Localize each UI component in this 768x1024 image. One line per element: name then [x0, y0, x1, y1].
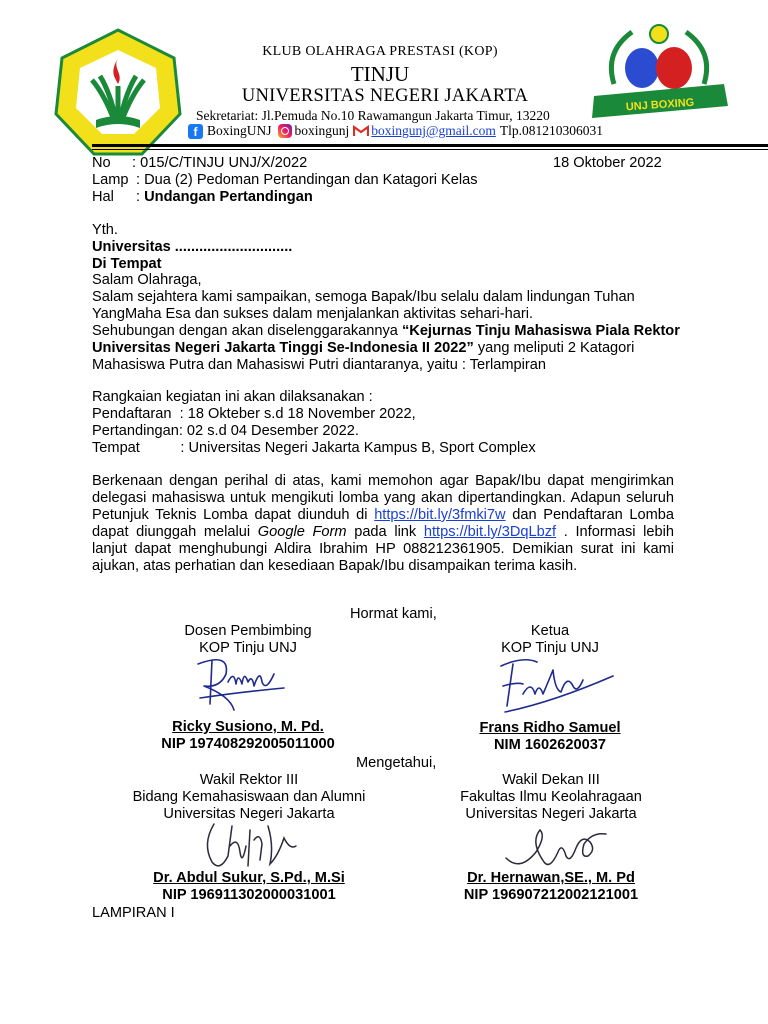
closing-hormat: Hormat kami,	[350, 606, 437, 622]
signer4-id: NIP 196907212002121001	[463, 887, 639, 903]
letter-date: 18 Oktober 2022	[553, 155, 662, 171]
signature-1	[190, 652, 290, 719]
signer2-role2: KOP Tinju UNJ	[501, 640, 599, 656]
email-link[interactable]: boxingunj@gmail.com	[371, 123, 496, 138]
meta-lamp-value: : Dua (2) Pedoman Pertandingan dan Katagori Kelas	[136, 172, 478, 188]
schedule-pendaftaran: Pendaftaran : 18 Okteber s.d 18 November 2022,	[92, 406, 416, 422]
meta-no-label: No	[92, 155, 111, 171]
recipient-yth: Yth.	[92, 222, 118, 238]
google-form-text: Google Form	[257, 524, 347, 540]
signer4-role3: Universitas Negeri Jakarta	[465, 806, 637, 822]
recipient-place: Di Tempat	[92, 256, 162, 272]
schedule-pertandingan: Pertandingan: 02 s.d 04 Desember 2022.	[92, 423, 359, 439]
signer4-role2: Fakultas Ilmu Keolahragaan	[460, 789, 642, 805]
signer3-role3: Universitas Negeri Jakarta	[163, 806, 335, 822]
letterhead-address: Sekretariat: Jl.Pemuda No.10 Rawamangun Jakarta Timur, 13220	[196, 108, 550, 123]
paragraph-2-end: yang meliputi 2 Katagori Mahasiswa Putra dan Mahasiswi Putri diantaranya, yaitu : Terlampiran	[92, 340, 635, 373]
signer1-id: NIP 197408292005011000	[161, 736, 335, 752]
meta-hal-value: Undangan Pertandingan	[144, 189, 313, 205]
meta-hal-line	[136, 189, 313, 206]
svg-text:UNJ BOXING: UNJ BOXING	[625, 96, 695, 114]
contact-line	[188, 123, 603, 139]
facebook-icon: f	[188, 124, 203, 139]
attachment-label: LAMPIRAN I	[92, 905, 175, 921]
signer1-role1: Dosen Pembimbing	[184, 623, 312, 639]
signer2-role1: Ketua	[530, 623, 570, 639]
letterhead-tinju: TINJU	[350, 62, 410, 86]
signer3-role1: Wakil Rektor III	[199, 772, 299, 788]
signer1-name: Ricky Susiono, M. Pd.	[172, 719, 324, 735]
event-title: “Kejurnas Tinju Mahasiswa Piala Rektor Universitas Negeri Jakarta Tinggi Se-Indonesia II 2022”	[92, 323, 680, 356]
header-rule-thick	[92, 144, 768, 147]
paragraph-3-c: pada link	[346, 524, 424, 540]
signer1-role2: KOP Tinju UNJ	[199, 640, 297, 656]
signer4-name: Dr. Hernawan,SE., M. Pd	[467, 870, 635, 886]
juknis-link[interactable]: https://bit.ly/3fmki7w	[374, 507, 506, 523]
signer3-name: Dr. Abdul Sukur, S.Pd., M.Si	[153, 870, 345, 886]
registration-link[interactable]: https://bit.ly/3DqLbzf	[423, 524, 557, 540]
meta-hal-label: Hal	[92, 189, 114, 205]
facebook-handle: BoxingUNJ	[207, 123, 272, 138]
header-rule-thin	[92, 149, 768, 150]
recipient-university: Universitas .............................	[92, 239, 293, 255]
signature-2	[493, 650, 617, 721]
paragraph-3-d: . Informasi lebih lanjut dapat menghubungi Aldira Ibrahim HP 088212361905. Demikian surat ini kami ajukan, atas perhatian dan kesediaan Bapak/Ibu disampaikan terima kasih.	[92, 524, 674, 574]
greeting: Salam Olahraga,	[92, 272, 202, 288]
letterhead-kop: KLUB OLAHRAGA PRESTASI (KOP)	[262, 44, 498, 59]
schedule-tempat: Tempat : Universitas Negeri Jakarta Kampus B, Sport Complex	[92, 440, 536, 456]
unj-logo	[52, 28, 184, 158]
paragraph-2	[92, 323, 682, 374]
signer3-role2: Bidang Kemahasiswaan dan Alumni	[132, 789, 366, 805]
gmail-icon	[353, 125, 369, 137]
meta-hal-colon: :	[136, 189, 145, 205]
letterhead-university: UNIVERSITAS NEGERI JAKARTA	[241, 86, 529, 106]
paragraph-3	[92, 473, 674, 575]
signer4-role1: Wakil Dekan III	[502, 772, 600, 788]
paragraph-2-start: Sehubungan dengan akan diselenggarakannya	[92, 323, 402, 339]
paragraph-3-b: dan Pendaftaran Lomba dapat diunggah melalui	[92, 507, 674, 540]
paragraph-3-a: Berkenaan dengan perihal di atas, kami memohon agar Bapak/Ibu dapat mengirimkan delegasi mahasiswa untuk mengikuti lomba yang akan dipertandingkan. Adapun seluruh Petunjuk Teknis Lomba dapat diunduh di	[92, 473, 674, 523]
signer3-id: NIP 196911302000031001	[162, 887, 336, 903]
meta-lamp-label: Lamp	[92, 172, 129, 188]
paragraph-1: Salam sejahtera kami sampaikan, semoga Bapak/Ibu selalu dalam lindungan Tuhan YangMaha Esa dan sukses dalam menjalankan aktivitas sehari-hari.	[92, 289, 635, 322]
signer2-name: Frans Ridho Samuel	[479, 720, 621, 736]
unj-boxing-logo	[584, 22, 734, 124]
phone-number: Tlp.081210306031	[499, 123, 603, 138]
closing-mengetahui: Mengetahui,	[356, 755, 437, 771]
schedule-intro: Rangkaian kegiatan ini akan dilaksanakan :	[92, 389, 373, 405]
instagram-handle: boxingunj	[294, 123, 350, 138]
instagram-icon	[278, 124, 292, 138]
meta-no-value: : 015/C/TINJU UNJ/X/2022	[132, 155, 308, 171]
signer2-id: NIM 1602620037	[494, 737, 606, 753]
